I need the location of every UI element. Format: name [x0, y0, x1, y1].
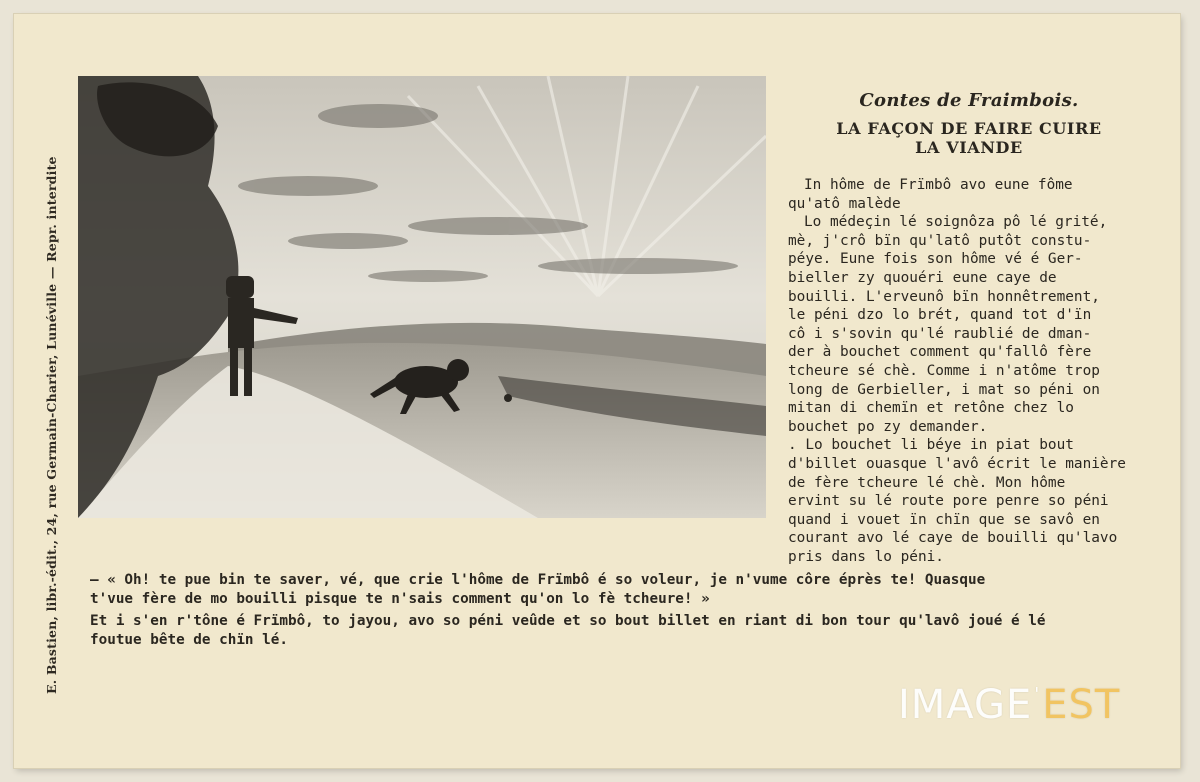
story-ending: [90, 571, 1150, 653]
story-paragraph: In hôme de Frïmbô avo eune fôme qu'atô malède: [788, 177, 1073, 212]
story-paragraph: . Lo bouchet li béye in piat bout d'billet ouasque l'avô écrit le manière de fère tcheure lé chè. Mon hôme ervint su lé route pore penre so péni quand i vouet ïn chïn que se savô en courant avo lé caye de bouilli qu'lavo pris dans lo péni.: [788, 437, 1126, 565]
title-block: [786, 90, 1152, 157]
watermark-part-2: EST: [1042, 682, 1121, 728]
landscape-drawing: [78, 76, 766, 518]
story-column: [788, 176, 1152, 566]
dialogue-paragraph: — « Oh! te pue bin te saver, vé, que crie l'hôme de Frïmbô é so voleur, je n'vume côre éprès te! Quasque t'vue fère de mo bouilli pisque te n'sais comment qu'on lo fè tcheure! »: [90, 572, 986, 607]
engraving-illustration: [78, 76, 766, 518]
tale-title-line-2: LA VIANDE: [915, 138, 1023, 157]
closing-paragraph: Et i s'en r'tône é Frïmbô, to jayou, avo so péni veûde et so bout billet en riant di bon tour qu'lavô joué é lé foutue bête de chïn lé.: [90, 613, 1046, 648]
story-paragraph: Lo médeçin lé soignôza pô lé grité, mè, j'crô bïn qu'latô putôt constu- péye. Eune fois son hôme vé é Ger- bieller zy quouéri eune caye de bouilli. L'erveunô bïn honnêtrement, le péni dzo lo brét, quand tot d'ïn cô i s'sovin qu'lé raublié de dman- der à bouchet comment qu'fallô fère tcheure sé chè. Comme i n'atôme trop long de Gerbieller, i mat so péni on mitan di chemïn et retône chez lo bouchet po zy demander.: [788, 214, 1108, 435]
watermark-part-1: IMAGE: [898, 682, 1033, 728]
series-title: Contes de Fraimbois.: [859, 90, 1079, 111]
watermark-logo: IMAGE 'EST: [898, 682, 1121, 728]
tale-title-line-1: LA FAÇON DE FAIRE CUIRE: [836, 119, 1102, 138]
publisher-imprint: E. Bastien, libr.-édit., 24, rue Germain-Charier, Lunéville — Repr. interdite: [44, 156, 59, 694]
